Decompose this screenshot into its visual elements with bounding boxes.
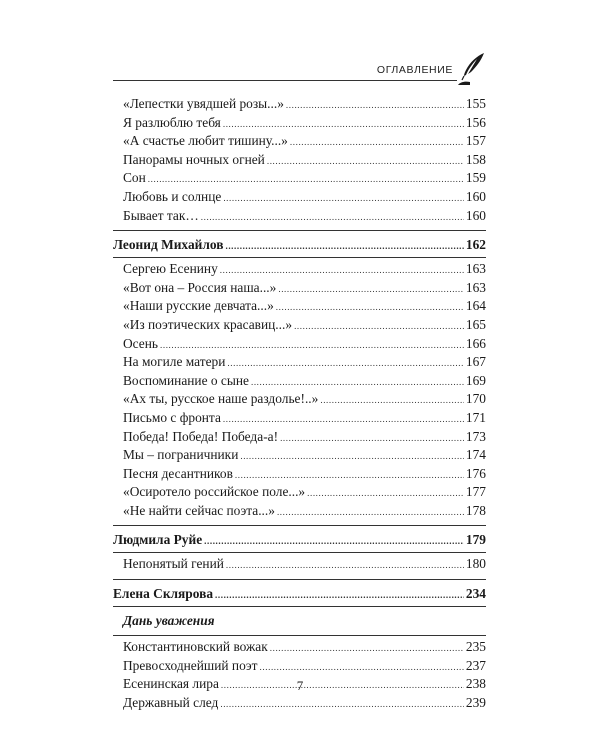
entry-page: 155 <box>465 96 486 111</box>
entry-title: Я разлюблю тебя <box>123 114 221 130</box>
toc-entry[interactable] <box>123 502 486 521</box>
leader-dots <box>307 484 464 503</box>
entry-title: «Наши русские девчата...» <box>123 298 274 314</box>
leader-dots <box>240 447 464 466</box>
entry-page: 239 <box>465 694 486 710</box>
entry-page: 167 <box>465 354 486 370</box>
leader-dots <box>270 639 464 658</box>
entry-title: «Осиротело российское поле...» <box>123 484 306 500</box>
entry-title: «А счастье любит тишину...» <box>123 133 288 149</box>
section-divider <box>113 579 486 580</box>
author-heading[interactable] <box>113 530 486 550</box>
entry-title: «Вот она – Россия наша...» <box>123 279 277 295</box>
entry-title: Превосходнейший поэт <box>123 657 258 673</box>
entry-title: Сон <box>123 170 146 186</box>
table-of-contents <box>113 95 486 712</box>
entry-title: Осень <box>123 335 158 351</box>
entry-page: 238 <box>465 676 486 692</box>
entry-title: Песня десантников <box>123 465 233 481</box>
entry-title: «Не найти сейчас поэта...» <box>123 502 275 518</box>
running-header <box>113 52 487 82</box>
entry-title: Сергею Есенину <box>123 261 218 277</box>
toc-entry[interactable] <box>123 428 486 447</box>
toc-entry[interactable] <box>123 297 486 316</box>
entry-page: 166 <box>465 335 486 351</box>
entry-title: Мы – пограничники <box>123 447 239 463</box>
leader-dots <box>276 298 464 317</box>
author-page: 162 <box>465 237 486 253</box>
leader-dots <box>278 280 464 299</box>
entry-page: 178 <box>465 502 486 518</box>
entry-page: 160 <box>465 188 486 204</box>
entry-page: 163 <box>465 279 486 295</box>
entry-page: 176 <box>465 465 486 481</box>
leader-dots <box>220 695 464 714</box>
entry-page: 235 <box>465 639 486 655</box>
entry-title: Бывает так… <box>123 207 199 223</box>
toc-entry[interactable] <box>123 207 486 226</box>
author-name: Елена Склярова <box>113 586 214 602</box>
section-divider <box>113 525 486 526</box>
leader-dots <box>201 208 464 227</box>
section-divider <box>113 635 486 636</box>
leader-dots <box>227 354 464 373</box>
toc-entry[interactable] <box>123 132 486 151</box>
entry-title: «Из поэтических красавиц...» <box>123 316 293 332</box>
toc-entry[interactable] <box>123 169 486 188</box>
entry-page: 160 <box>465 207 486 223</box>
entry-page: 165 <box>465 316 486 332</box>
toc-entry[interactable] <box>123 95 486 114</box>
leader-dots <box>226 556 464 575</box>
leader-dots <box>320 391 464 410</box>
leader-dots <box>277 503 464 522</box>
toc-entry[interactable] <box>123 694 486 713</box>
toc-entry[interactable] <box>123 353 486 372</box>
section-divider <box>113 257 486 258</box>
leader-dots <box>280 429 464 448</box>
entry-page: 170 <box>465 391 486 407</box>
entry-title: Непонятый гений <box>123 556 224 572</box>
leader-dots <box>294 317 464 336</box>
toc-entry[interactable] <box>123 483 486 502</box>
entry-title: Константиновский вожак <box>123 639 268 655</box>
entry-page: 169 <box>465 372 486 388</box>
leader-dots <box>260 658 464 677</box>
entry-title: Воспоминание о сыне <box>123 372 249 388</box>
leader-dots <box>286 96 464 115</box>
entry-title: Любовь и солнце <box>123 188 222 204</box>
leader-dots <box>160 336 464 355</box>
leader-dots <box>223 189 464 208</box>
entry-title: Победа! Победа! Победа-а! <box>123 428 279 444</box>
toc-entry[interactable] <box>123 657 486 676</box>
entry-title: На могиле матери <box>123 354 226 370</box>
toc-entry[interactable] <box>123 316 486 335</box>
header-title: ОГЛАВЛЕНИЕ <box>376 64 453 76</box>
leader-dots <box>225 236 463 256</box>
entry-page: 171 <box>465 409 486 425</box>
section-divider <box>113 606 486 607</box>
toc-entry[interactable] <box>123 638 486 657</box>
toc-entry[interactable] <box>123 188 486 207</box>
author-page: 179 <box>465 532 486 548</box>
toc-entry[interactable] <box>123 555 486 574</box>
entry-page: 237 <box>465 657 486 673</box>
author-name: Людмила Руйе <box>113 532 203 548</box>
entry-page: 177 <box>465 484 486 500</box>
toc-entry[interactable] <box>123 279 486 298</box>
toc-entry[interactable] <box>123 335 486 354</box>
leader-dots <box>204 531 464 551</box>
toc-entry[interactable] <box>123 260 486 279</box>
entry-page: 174 <box>465 447 486 463</box>
entry-page: 173 <box>465 428 486 444</box>
leader-dots <box>251 373 464 392</box>
entry-page: 158 <box>465 151 486 167</box>
quill-icon <box>457 52 487 86</box>
toc-entry[interactable] <box>123 409 486 428</box>
toc-entry[interactable] <box>123 446 486 465</box>
entry-title: Письмо с фронта <box>123 409 221 425</box>
entry-page: 156 <box>465 114 486 130</box>
page-number: 7 <box>296 678 304 693</box>
entry-page: 163 <box>465 261 486 277</box>
entry-page: 180 <box>465 556 486 572</box>
leader-dots <box>215 585 464 605</box>
leader-dots <box>223 410 464 429</box>
author-page: 234 <box>465 586 486 602</box>
entry-page: 164 <box>465 298 486 314</box>
entry-title: Державный след <box>123 694 219 710</box>
toc-entry[interactable] <box>123 390 486 409</box>
header-rule <box>113 80 457 81</box>
leader-dots <box>148 170 464 189</box>
toc-entry[interactable] <box>123 465 486 484</box>
author-heading[interactable] <box>113 235 486 255</box>
entry-title: Панорамы ночных огней <box>123 151 265 167</box>
leader-dots <box>235 466 464 485</box>
leader-dots <box>290 133 464 152</box>
leader-dots <box>220 261 464 280</box>
leader-dots <box>267 152 464 171</box>
toc-entry[interactable] <box>123 114 486 133</box>
entry-page: 157 <box>465 133 486 149</box>
entry-title: «Ах ты, русское наше раздолье!..» <box>123 391 319 407</box>
leader-dots <box>223 115 464 134</box>
section-divider <box>113 552 486 553</box>
section-divider <box>113 230 486 231</box>
entry-page: 159 <box>465 170 486 186</box>
author-name: Леонид Михайлов <box>113 237 224 253</box>
subsection-heading[interactable]: Дань уважения <box>123 613 215 629</box>
toc-entry[interactable] <box>123 372 486 391</box>
entry-title: «Лепестки увядшей розы...» <box>123 96 284 111</box>
author-heading[interactable] <box>113 584 486 604</box>
entry-title: Есенинская лира <box>123 676 219 692</box>
toc-entry[interactable] <box>123 151 486 170</box>
